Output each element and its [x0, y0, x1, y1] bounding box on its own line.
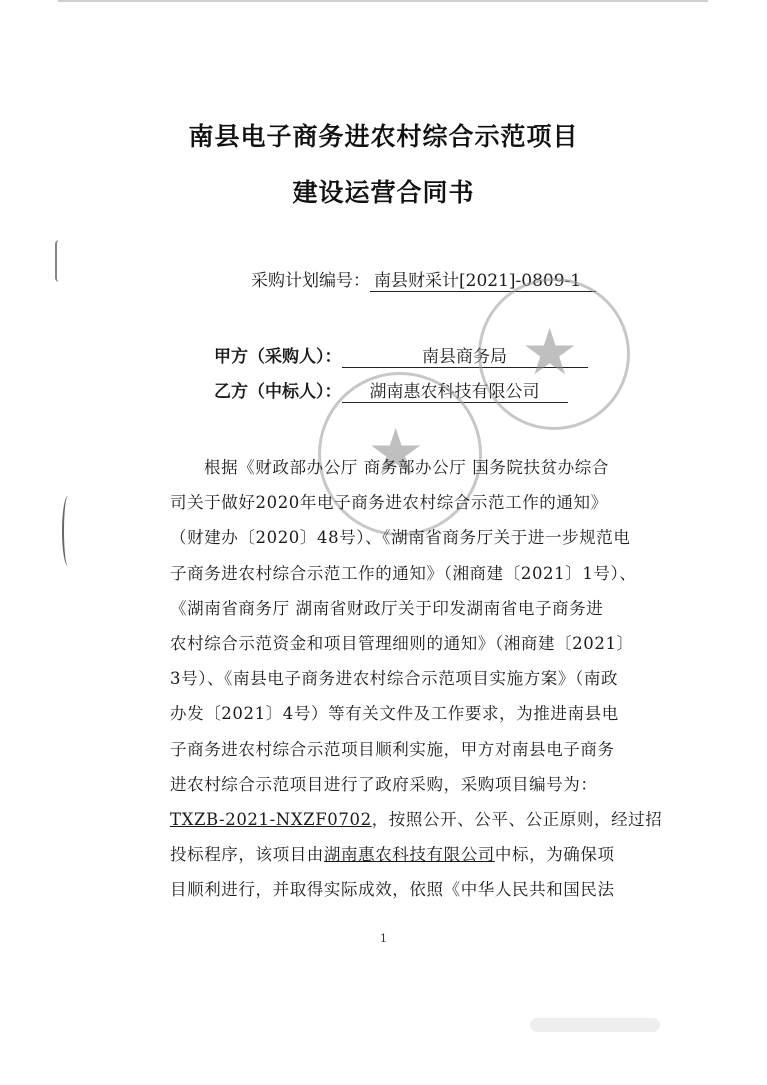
body-line: 3号）、《南县电子商务进农村综合示范项目实施方案》（南政 — [170, 669, 619, 689]
party-b-label: 乙方（中标人）： — [214, 382, 342, 402]
body-fragment: 投标程序，该项目由 — [170, 845, 324, 865]
body-fragment: ，按照公开、公平、公正原则，经过招 — [371, 810, 663, 830]
top-border-line — [58, 0, 708, 2]
body-line: 目顺利进行，并取得实际成效，依照《中华人民共和国民法 — [170, 880, 615, 900]
body-line: 进农村综合示范项目进行了政府采购，采购项目编号为： — [170, 774, 598, 794]
scan-artifact — [530, 1018, 660, 1032]
seal-star-icon: ★ — [367, 416, 425, 490]
binding-mark — [62, 496, 74, 566]
procurement-plan-label: 采购计划编号： — [251, 271, 370, 291]
body-line: （财建办〔2020〕48号）、《湖南省商务厅关于进一步规范电 — [170, 528, 631, 548]
party-a-label: 甲方（采购人）： — [214, 347, 342, 367]
binding-mark — [55, 240, 63, 282]
body-line: 子商务进农村综合示范项目顺利实施，甲方对南县电子商务 — [170, 739, 615, 759]
body-line: 办发〔2021〕4号）等有关文件及工作要求，为推进南县电 — [170, 704, 619, 724]
body-line: 司关于做好2020年电子商务进农村综合示范工作的通知》 — [170, 493, 608, 513]
seal-star-icon: ★ — [521, 316, 579, 390]
body-line — [170, 802, 670, 837]
body-line: 子商务进农村综合示范工作的通知》（湘商建〔2021〕1号）、 — [170, 563, 637, 583]
party-a-value: 南县商务局 — [342, 342, 588, 368]
body-line: 根据《财政部办公厅 商务部办公厅 国务院扶贫办综合 — [204, 458, 609, 477]
winning-company: 湖南惠农科技有限公司 — [323, 845, 495, 865]
document-title: 南县电子商务进农村综合示范项目 — [188, 122, 579, 151]
body-fragment: 中标，为确保项 — [494, 845, 615, 865]
project-code: TXZB-2021-NXZF0702 — [170, 810, 372, 830]
body-line: 农村综合示范资金和项目管理细则的通知》（湘商建〔2021〕 — [170, 634, 634, 654]
procurement-plan-value: 南县财采计[2021]-0809-1 — [370, 266, 596, 292]
official-seal-icon — [478, 278, 630, 430]
body-line — [170, 837, 670, 872]
body-line: 《湖南省商务厅 湖南省财政厅关于印发湖南省电子商务进 — [170, 598, 604, 618]
document-subtitle: 建设运营合同书 — [292, 178, 475, 207]
page-number: 1 — [380, 932, 387, 945]
contract-body — [170, 450, 670, 908]
party-b-value: 湖南惠农科技有限公司 — [342, 377, 568, 403]
